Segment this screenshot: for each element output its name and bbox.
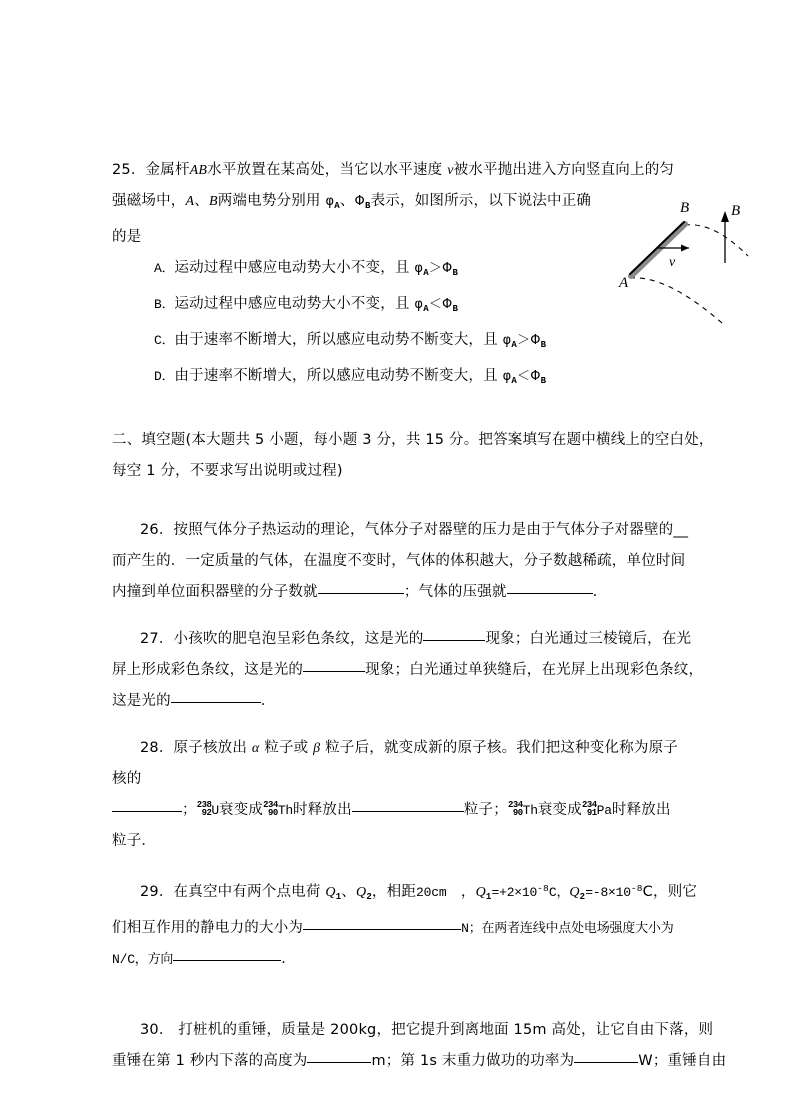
question-29	[112, 873, 698, 975]
pa234-element-symbol: Pa	[596, 803, 612, 818]
q29-line2-a: 们相互作用的静电力的大小为	[112, 920, 304, 936]
spacer-after-q26	[112, 608, 692, 624]
q29-blank-2[interactable]	[173, 947, 281, 961]
q25-phi-a-sub: A	[334, 201, 340, 211]
isotope-th234-numbers	[263, 801, 278, 817]
q29-line2-b: N；在两者连线中点处电场强度大小为	[461, 921, 674, 936]
question-27	[112, 624, 704, 717]
q25-line2-end: 表示，如图所示，以下说法中正确	[370, 193, 592, 209]
q25-option-a-text: 运动过程中感应电动势大小不变，且	[174, 260, 410, 276]
q26-line-3	[112, 577, 692, 608]
q25-sep-1: 、	[194, 193, 209, 209]
q25-option-c-phi-b: Φ	[530, 333, 541, 348]
spacer-after-q29	[112, 975, 692, 1015]
q25-option-a-phi-b: Φ	[442, 261, 453, 276]
u238-element-symbol: U	[211, 803, 220, 818]
q28-line3-d: 粒子；	[463, 802, 508, 818]
q25-option-b[interactable]	[112, 289, 692, 325]
q29-q2-exponent: -8	[630, 883, 643, 894]
q25-end-b: B	[208, 194, 218, 209]
q25-line1-mid: 水平放置在某高处，当它以水平速度	[207, 162, 443, 178]
section-2-header	[112, 425, 714, 487]
q27-line3-a: 这是光的	[112, 693, 171, 709]
pa234-atomic-number: 91	[586, 808, 597, 818]
q29-q1-symbol: Q	[325, 885, 336, 900]
q29-line1-a: 29．在真空中有两个点电荷	[140, 884, 321, 900]
q28-alpha-symbol: α	[251, 741, 260, 756]
q25-phi-b: Φ	[354, 194, 365, 209]
q25-option-c[interactable]	[112, 325, 692, 361]
spacer-after-q25	[112, 397, 692, 425]
q29-line1-b: ，相距	[371, 884, 417, 900]
trajectory-curve-upper	[685, 225, 748, 256]
q29-q2-value: =-8×10	[585, 885, 631, 900]
q27-line-1	[112, 624, 692, 655]
q25-sep-2: 、	[339, 193, 355, 209]
q27-line3-b: ．	[260, 693, 276, 709]
q25-option-b-relation: ＜	[428, 297, 443, 312]
q25-line2-mid: 两端电势分别用	[217, 193, 321, 209]
q30-line-1: 30． 打桩机的重锤，质量是 200kg，把它提升到离地面 15m 高处，让它自由下落，则	[140, 1022, 714, 1038]
figure-label-b-rod: B	[680, 200, 690, 216]
th234-mass-number: 234	[263, 800, 278, 810]
figure-label-a: A	[619, 275, 629, 291]
q29-q2-unit: C，则它	[642, 884, 698, 900]
q25-option-c-letter: C．	[154, 333, 175, 348]
q28-line1-a: 28．原子核放出	[140, 740, 248, 756]
q29-sep: 、	[341, 884, 356, 900]
figure-label-velocity: v	[669, 255, 676, 270]
q28-beta-symbol: β	[313, 741, 321, 756]
q28-line3-a: ；	[182, 802, 197, 818]
q27-line2-b: 现象；白光通过单狭缝后，在光屏上出现彩色条纹，	[365, 662, 704, 678]
q29-q1-exponent: -8	[537, 883, 549, 894]
q27-line2-a: 屏上形成彩色条纹，这是光的	[112, 662, 304, 678]
spacer-after-section2	[112, 487, 692, 515]
q25-option-b-phi-b-sub: B	[452, 304, 459, 314]
q25-line1-end: 被水平抛出进入方向竖直向上的匀	[453, 162, 675, 178]
q25-option-d-phi-b-sub: B	[540, 376, 547, 386]
q25-option-c-text: 由于速率不断增大，所以感应电动势不断变大，且	[174, 332, 498, 348]
question-30	[112, 1015, 727, 1077]
u238-atomic-number: 92	[201, 808, 212, 818]
q25-option-d-relation: ＜	[517, 369, 531, 384]
q29-comma: ，	[460, 884, 476, 900]
q28-line-3	[112, 795, 692, 826]
q25-option-a-letter: A．	[154, 261, 175, 276]
isotope-pa234-numbers	[582, 801, 597, 817]
q29-q1-subscript-2: 1	[485, 892, 492, 902]
q26-line-1: 26．按照气体分子热运动的理论，气体分子对器壁的压力是由于气体分子对器壁的__	[140, 522, 689, 538]
q28-blank-1[interactable]	[112, 798, 182, 812]
q26-line3-a: 内撞到单位面积器壁的分子数就	[112, 584, 318, 600]
q25-line2-prefix: 强磁场中，	[112, 193, 186, 209]
q29-q1-value: =+2×10	[491, 885, 538, 900]
q25-option-a-relation: ＞	[428, 261, 443, 276]
q28-line-2: 核的	[112, 771, 142, 787]
q29-q1-unit: C，	[548, 885, 570, 900]
q29-line3-a: N/C，方向	[112, 952, 174, 967]
q30-blank-2[interactable]	[574, 1049, 638, 1063]
q28-line3-b: 衰变成	[219, 802, 264, 818]
q25-option-b-phi-b: Φ	[442, 297, 453, 312]
q29-line-2	[112, 913, 692, 944]
q29-distance-value: 20cm	[416, 885, 447, 900]
isotope-th234b-numbers	[508, 801, 523, 817]
q28-line3-f: 时释放出	[611, 802, 671, 818]
q25-option-a-phi-b-sub: B	[452, 268, 459, 278]
q29-line-1	[112, 873, 698, 913]
q30-line2-a: 重锤在第 1 秒内下落的高度为	[112, 1053, 308, 1069]
document-body	[112, 155, 727, 1077]
q25-line-2	[112, 186, 692, 222]
q25-option-c-phi-a: φ	[502, 333, 512, 348]
q26-line3-c: ．	[592, 584, 608, 600]
q27-line1-b: 现象；白光通过三棱镜后，在光	[485, 631, 692, 647]
q25-option-d-phi-b: Φ	[530, 369, 541, 384]
th234-atomic-number: 90	[268, 808, 278, 818]
q28-line3-c: 时释放出	[293, 802, 352, 818]
q25-number-and-text: 25．金属杆	[112, 162, 190, 178]
q29-q2-symbol: Q	[356, 885, 367, 900]
question-25	[112, 155, 692, 397]
q25-option-b-text: 运动过程中感应电动势大小不变，且	[174, 296, 410, 312]
q25-phi-b-sub: B	[364, 201, 371, 211]
field-arrow-head	[721, 211, 729, 222]
q30-blank-1[interactable]	[307, 1049, 371, 1063]
q25-line-3: 的是	[112, 229, 142, 245]
q29-q1-subscript: 1	[335, 892, 342, 902]
q26-line3-b: ；气体的压强就	[403, 584, 507, 600]
q25-option-b-letter: B．	[154, 297, 175, 312]
q27-blank-1[interactable]	[423, 627, 485, 641]
q25-option-a-phi-a-sub: A	[423, 268, 429, 278]
question-26	[112, 515, 692, 608]
q28-line-4: 粒子．	[112, 833, 157, 849]
q25-option-c-phi-b-sub: B	[540, 340, 547, 350]
q29-q2-subscript: 2	[366, 892, 372, 902]
section-2-line-2: 每空 1 分，不要求写出说明或过程)	[112, 463, 343, 479]
q28-line-1	[112, 733, 692, 764]
q27-blank-2[interactable]	[303, 658, 365, 672]
q29-q2-symbol-2: Q	[569, 885, 580, 900]
q26-blank-2[interactable]	[507, 580, 593, 594]
q27-line-3	[112, 686, 692, 717]
pa234-mass-number: 234	[581, 800, 597, 810]
q28-line1-c: 粒子后，就变成新的原子核。我们把这种变化称为原子	[325, 740, 678, 756]
q28-line1-b: 粒子或	[264, 740, 309, 756]
q28-line3-e: 衰变成	[537, 802, 582, 818]
th234-element-symbol: Th	[277, 803, 294, 818]
q25-line-1	[112, 155, 692, 186]
q29-blank-1[interactable]	[303, 916, 461, 930]
q29-q1-symbol-2: Q	[475, 885, 486, 900]
q26-line-2: 而产生的．一定质量的气体，在温度不变时，气体的体积越大，分子数越稀疏，单位时间	[112, 553, 686, 569]
th234b-element-symbol: Th	[522, 803, 538, 818]
q25-option-a-phi-a: φ	[414, 261, 424, 276]
th234b-mass-number: 234	[507, 800, 523, 810]
question-28	[112, 733, 692, 857]
q28-blank-2[interactable]	[352, 798, 464, 812]
th234b-atomic-number: 90	[512, 808, 523, 818]
q25-option-d-phi-a: φ	[502, 369, 512, 384]
spacer-after-q28	[112, 857, 692, 873]
q27-line1-a: 27．小孩吹的肥皂泡呈彩色条纹，这是光的	[140, 631, 424, 647]
q25-option-b-phi-a: φ	[414, 297, 424, 312]
q27-line-2	[112, 655, 704, 686]
q25-option-d[interactable]	[112, 361, 692, 397]
q29-q2-subscript-2: 2	[579, 892, 586, 902]
q30-line2-b: m；第 1s 末重力做功的功率为	[371, 1053, 575, 1069]
q25-option-c-relation: ＞	[517, 333, 531, 348]
spacer-after-q27	[112, 717, 692, 733]
q29-line3-b: ．	[281, 951, 296, 967]
q30-line2-c: W；重锤自由	[638, 1053, 727, 1069]
q26-blank-1[interactable]	[318, 580, 404, 594]
q25-option-c-phi-a-sub: A	[511, 340, 518, 350]
q25-option-d-text: 由于速率不断增大，所以感应电动势不断变大，且	[174, 368, 498, 384]
q25-option-a[interactable]	[112, 253, 692, 289]
q25-option-d-phi-a-sub: A	[511, 376, 518, 386]
u238-mass-number: 238	[196, 800, 212, 810]
q29-line-3	[112, 944, 692, 975]
figure-label-field: B	[731, 203, 741, 219]
q25-option-b-phi-a-sub: A	[423, 304, 429, 314]
section-2-line-1: 二、填空题(本大题共 5 小题，每小题 3 分，共 15 分。把答案填写在题中横线上的空白处，	[112, 432, 714, 448]
q25-phi-a: φ	[325, 194, 335, 209]
q27-blank-3[interactable]	[171, 689, 261, 703]
q25-end-a: A	[185, 194, 195, 209]
isotope-u238-numbers	[197, 801, 212, 817]
q25-option-d-letter: D．	[154, 369, 175, 384]
q30-line-2	[112, 1046, 727, 1077]
q25-velocity-symbol: v	[447, 163, 454, 178]
q25-rod-label: AB	[189, 163, 208, 178]
